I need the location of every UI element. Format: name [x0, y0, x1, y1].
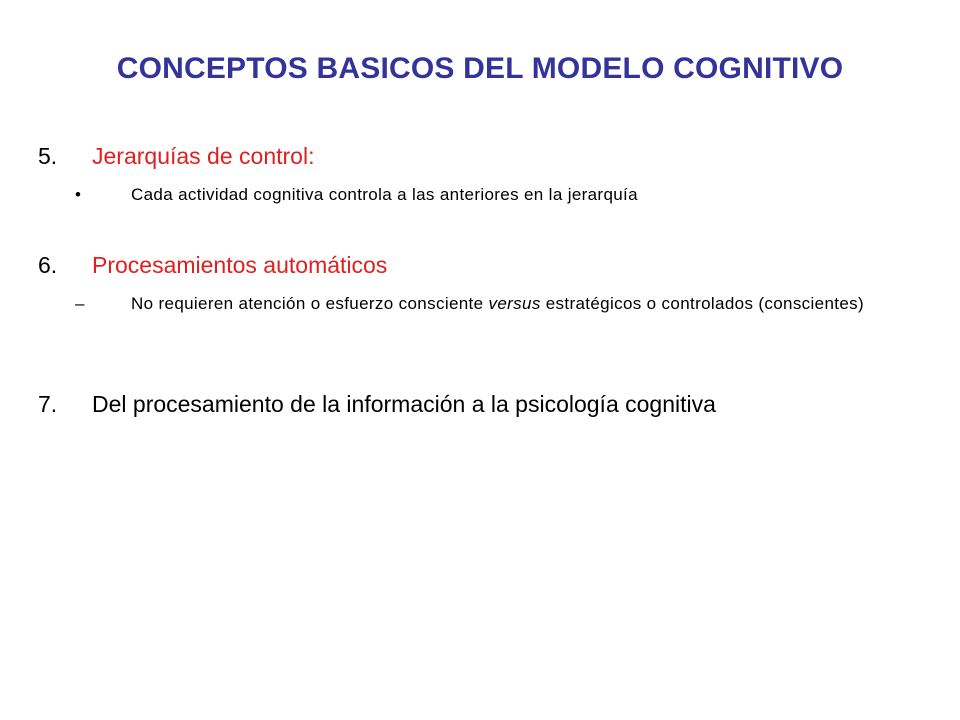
- sub-item-text: Cada actividad cognitiva controla a las anteriores en la jerarquía: [131, 185, 638, 204]
- sub-item-text-end: estratégicos o controlados (conscientes): [540, 294, 865, 313]
- bullet-marker: •: [75, 185, 82, 204]
- item-label: Jerarquías de control:: [92, 143, 315, 169]
- item-number: 7.: [38, 391, 58, 417]
- slide-title: CONCEPTOS BASICOS DEL MODELO COGNITIVO: [116, 52, 844, 85]
- sub-item-text-italic: versus: [488, 294, 541, 313]
- sub-item-text-start: No requieren atención o esfuerzo consciente: [131, 294, 489, 313]
- sub-item-text: [131, 292, 871, 316]
- item-label: Del procesamiento de la información a la psicología cognitiva: [92, 391, 716, 417]
- item-label: Procesamientos automáticos: [92, 252, 388, 278]
- item-number: 6.: [38, 252, 58, 278]
- item-number: 5.: [38, 143, 58, 169]
- dash-marker: –: [75, 294, 85, 313]
